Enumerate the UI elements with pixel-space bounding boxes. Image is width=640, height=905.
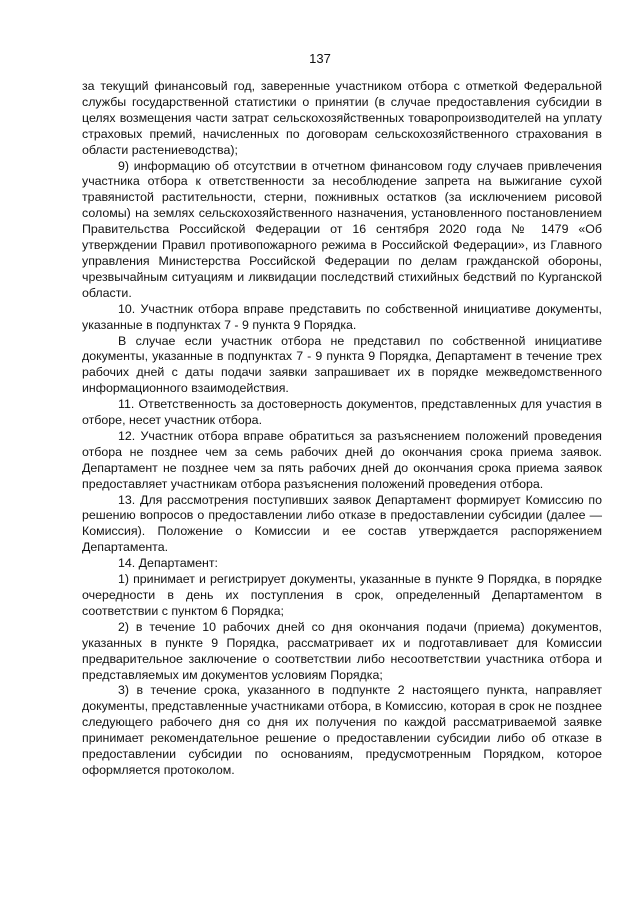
paragraph-clause-14-item-1: 1) принимает и регистрирует документы, указанные в пункте 9 Порядка, в порядке очередности в день их поступления в срок, определенный Департаментом в соответствии с пунктом 6 Порядка; xyxy=(82,572,602,618)
paragraph-clause-14-item-3: 3) в течение срока, указанного в подпункте 2 настоящего пункта, направляет документы, представленные участниками отбора, в Комиссию, которая в срок не позднее следующего рабочего дня со дня их получения по каждой рассматриваемой заявке принимает рекомендательное решение о предоставлении субсидии либо об отказе в предоставлении субсидии по основаниям, предусмотренным Порядком, которое оформляется протоколом. xyxy=(82,683,602,777)
paragraph-clause-14: 14. Департамент: xyxy=(118,556,218,571)
paragraph-clause-10: 10. Участник отбора вправе представить по собственной инициативе документы, указанные в подпунктах 7 - 9 пункта 9 Порядка. xyxy=(82,301,602,332)
paragraph-clause-12: 12. Участник отбора вправе обратиться за разъяснением положений проведения отбора не позднее чем за семь рабочих дней до окончания срока приема заявок. Департамент не позднее чем за пять рабочих дней до окончания срока приема заявок предоставляет участникам отбора разъяснения положений проведения отбора. xyxy=(82,428,602,491)
paragraph-clause-10-continued: В случае если участник отбора не представил по собственной инициативе документы, указанные в подпунктах 7 - 9 пункта 9 Порядка, Департамент в течение трех рабочих дней с даты подачи заявки запрашивает их в порядке межведомственного информационного взаимодействия. xyxy=(82,333,602,396)
page-number: 137 xyxy=(309,51,331,66)
paragraph-clause-14-item-2: 2) в течение 10 рабочих дней со дня окончания подачи (приема) документов, указанных в пункте 9 Порядка, рассматривает их и подготавливает для Комиссии предварительное заключение о соответствии либо несоответствии участника отбора и представляемых им документов условиям Порядка; xyxy=(82,619,602,682)
paragraph-clause-13: 13. Для рассмотрения поступивших заявок Департамент формирует Комиссию по решению вопросов о предоставлении либо отказе в предоставлении субсидии (далее — Комиссия). Положение о Комиссии и ее состав утверждается распоряжением Департамента. xyxy=(82,492,602,555)
paragraph-clause-11: 11. Ответственность за достоверность документов, представленных для участия в отборе, несет участник отбора. xyxy=(82,397,602,428)
document-body xyxy=(82,79,602,779)
paragraph-continuation: за текущий финансовый год, заверенные участником отбора с отметкой Федеральной службы государственной статистики о принятии (в случае предоставления субсидии в целях возмещения части затрат сельскохозяйственных товаропроизводителей на уплату страховых премий, начисленных по договорам сельскохозяйственного страхования в области растениеводства); xyxy=(82,79,602,157)
paragraph-item-9: 9) информацию об отсутствии в отчетном финансовом году случаев привлечения участника отбора к ответственности за несоблюдение запрета на выжигание сухой травянистой растительности, стерни, пожнивных остатков (за исключением рисовой соломы) на землях сельскохозяйственного назначения, установленного постановлением Правительства Российской Федерации от 16 сентября 2020 года № 1479 «Об утверждении Правил противопожарного режима в Российской Федерации», из Главного управления Министерства Российской Федерации по делам гражданской обороны, чрезвычайным ситуациям и ликвидации последствий стихийных бедствий по Курганской области. xyxy=(82,158,602,300)
